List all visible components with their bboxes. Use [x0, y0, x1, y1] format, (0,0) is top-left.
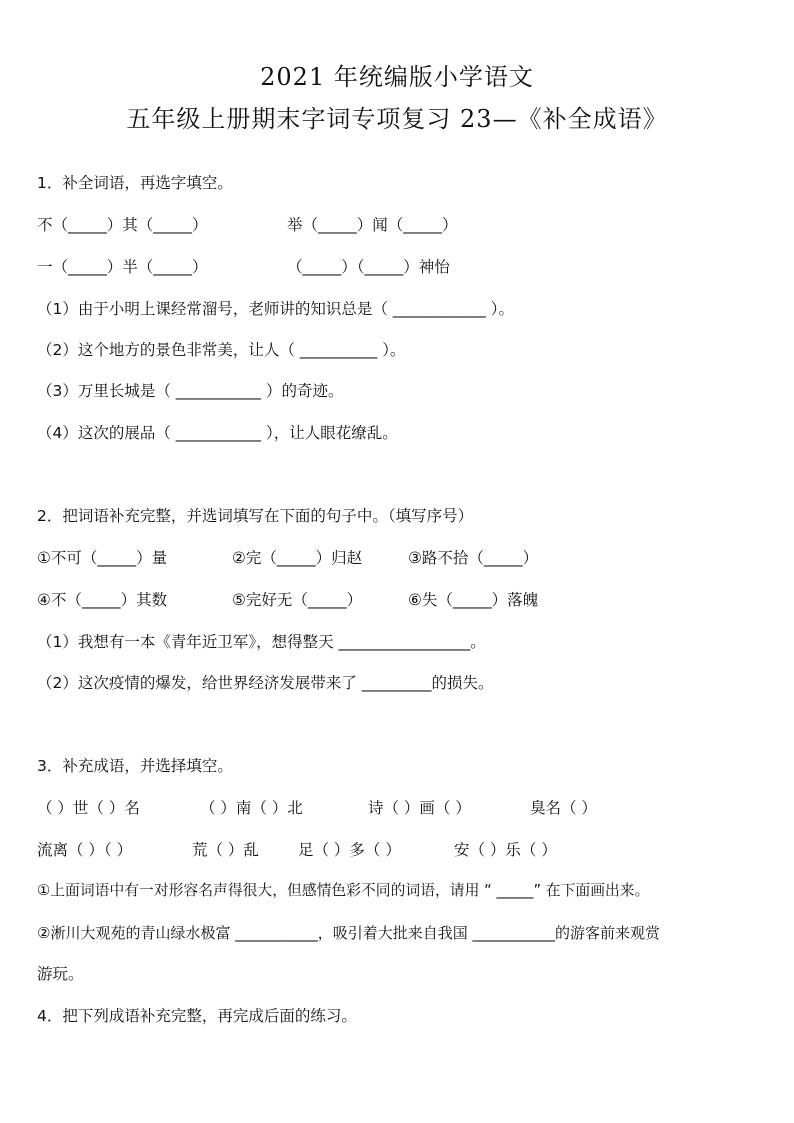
q1-idiom-3-4: 举（_____）闻（_____）: [287, 216, 458, 234]
q2-heading: 2．把词语补充完整，并选词填写在下面的句子中。（填写序号）: [37, 507, 474, 525]
page-title-line2: 五年级上册期末字词专项复习 23—《补全成语》: [126, 105, 668, 133]
q3-idiom-2: （ ）南（ ）北: [200, 799, 303, 817]
q1-heading: 1．补全词语，再选字填空。: [37, 174, 233, 192]
q3-idiom-5: 流离（ ）（ ）: [37, 841, 133, 859]
q3-idiom-1: （ ）世（ ）名: [37, 799, 140, 817]
q3-idiom-7: 足（ ）多（ ）: [298, 841, 401, 859]
q4-heading: 4．把下列成语补充完整，再完成后面的练习。: [37, 1007, 357, 1025]
q2-idiom-5: ⑤完好无（_____）: [232, 591, 363, 609]
q2-idiom-1: ①不可（_____）量: [37, 549, 168, 567]
q1-sentence-1: （1）由于小明上课经常溜号，老师讲的知识总是（ ____________ ）。: [37, 300, 514, 318]
q3-note-2-continued: 游玩。: [37, 965, 84, 983]
q1-sentence-2: （2）这个地方的景色非常美，让人（ __________ ）。: [37, 341, 406, 359]
q1-sentence-3: （3）万里长城是（ ___________ ）的奇迹。: [37, 382, 344, 400]
q1-idiom-5-6: 一（_____）半（_____）: [37, 258, 208, 276]
q1-idiom-7-8: （_____）（_____）神怡: [287, 258, 450, 276]
q3-idiom-4: 臭名（ ）: [530, 799, 597, 817]
q2-sentence-2: （2）这次疫情的爆发，给世界经济发展带来了 _________的损失。: [37, 674, 494, 692]
page-title-line1: 2021 年统编版小学语文: [260, 63, 534, 91]
q3-idiom-6: 荒（ ）乱: [192, 841, 259, 859]
q2-idiom-4: ④不（_____）其数: [37, 591, 168, 609]
q3-note-2: ②淅川大观苑的青山绿水极富 ___________，吸引着大批来自我国 ___________的游客前来观赏: [37, 924, 660, 942]
q2-idiom-6: ⑥失（_____）落魄: [408, 591, 539, 609]
q2-sentence-1: （1）我想有一本《青年近卫军》，想得整天 _________________。: [37, 633, 486, 651]
q1-sentence-4: （4）这次的展品（ ___________ ），让人眼花缭乱。: [37, 424, 398, 442]
q2-idiom-2: ②完（_____）归赵: [232, 549, 363, 567]
q1-idiom-1-2: 不（_____）其（_____）: [37, 216, 208, 234]
q3-idiom-8: 安（ ）乐（ ）: [454, 841, 557, 859]
q2-idiom-3: ③路不拾（_____）: [408, 549, 539, 567]
q3-heading: 3．补充成语，并选择填空。: [37, 757, 233, 775]
q3-note-1: ①上面词语中有一对形容名声得很大，但感情色彩不同的词语，请用 “ _____” 在下面画出来。: [37, 882, 650, 899]
q3-idiom-3: 诗（ ）画（ ）: [368, 799, 471, 817]
